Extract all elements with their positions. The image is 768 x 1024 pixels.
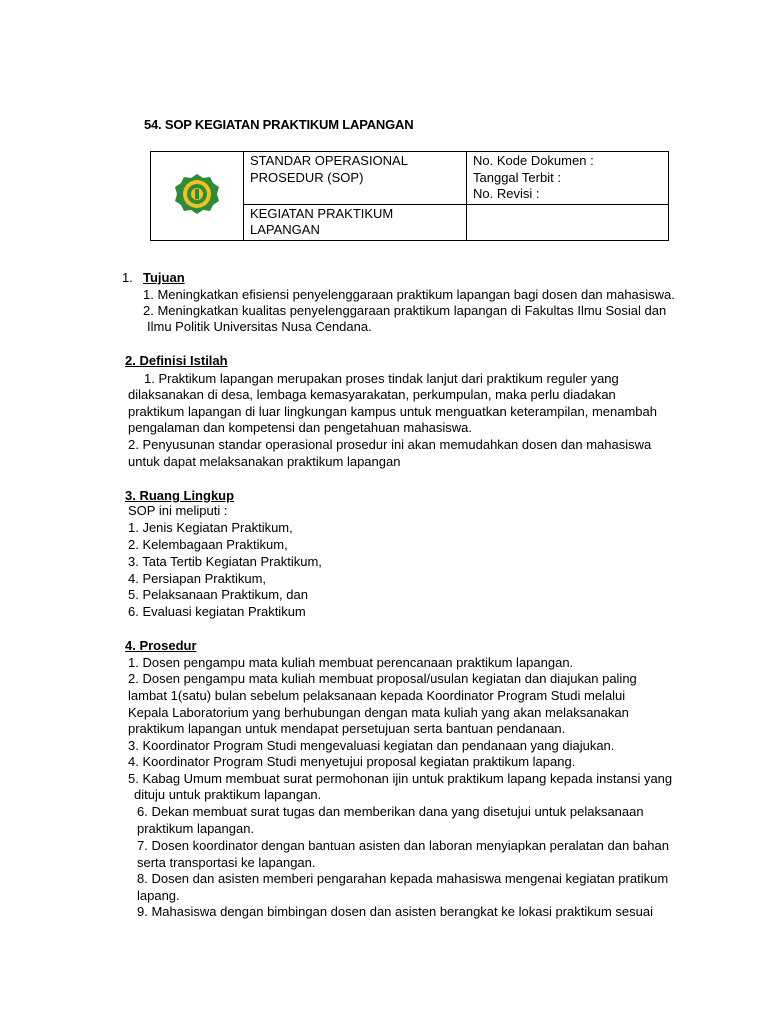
document-title: 54. SOP KEGIATAN PRAKTIKUM LAPANGAN [144,117,414,132]
ruang-lingkup-line: 3. Tata Tertib Kegiatan Praktikum, [128,554,322,569]
tujuan-line: 2. Meningkatkan kualitas penyelenggaraan praktikum lapangan di Fakultas Ilmu Sosial dan [143,303,667,318]
prosedur-line: 9. Mahasiswa dengan bimbingan dosen dan asisten berangkat ke lokasi praktikum sesuai [137,904,653,919]
tujuan-line: Ilmu Politik Universitas Nusa Cendana. [147,319,372,334]
definisi-heading: 2. Definisi Istilah [125,353,228,368]
issue-date-label: Tanggal Terbit : [473,169,561,185]
tujuan-line: 1. Meningkatkan efisiensi penyelenggaraan praktikum lapangan bagi dosen dan mahasiswa. [143,287,675,302]
activity-cell [244,204,467,240]
definisi-line: pengalaman dan kompetensi dan pengetahuan mahasiswa. [128,420,473,435]
prosedur-line: praktikum lapangan untuk mendapat persetujuan serta bantuan pendanaan. [128,721,566,736]
doc-code-label: No. Kode Dokumen : [473,153,594,168]
prosedur-line: lambat 1(satu) bulan sebelum pelaksanaan kepada Koordinator Program Studi melalui [128,688,626,703]
definisi-line: dilaksanakan di desa, lembaga kemasyarakatan, perkumpulan, maka perlu diadakan [128,387,616,402]
prosedur-line: praktikum lapangan. [137,821,255,836]
sop-label-line-2: PROSEDUR (SOP) [250,169,364,185]
prosedur-line: serta transportasi ke lapangan. [137,855,316,870]
prosedur-line: lapang. [137,888,180,903]
sop-label-cell [244,152,467,205]
revision-label: No. Revisi : [473,186,540,201]
prosedur-line: 4. Koordinator Program Studi menyetujui proposal kegiatan praktikum lapang. [128,754,576,769]
prosedur-line: 6. Dekan membuat surat tugas dan memberikan dana yang disetujui untuk pelaksanaan [137,804,644,819]
prosedur-line: 5. Kabag Umum membuat surat permohonan ijin untuk praktikum lapang kepada instansi yang [128,771,673,786]
definisi-line: untuk dapat melaksanakan praktikum lapangan [128,454,401,469]
ruang-lingkup-line: 4. Persiapan Praktikum, [128,571,267,586]
empty-cell [467,204,669,240]
prosedur-line: 7. Dosen koordinator dengan bantuan asisten dan laboran menyiapkan peralatan dan bahan [137,838,669,853]
sop-label-line-1: STANDAR OPERASIONAL [250,153,408,168]
definisi-line: praktikum lapangan di luar lingkungan kampus untuk menguatkan keterampilan, menambah [128,404,657,419]
ruang-lingkup-line: 6. Evaluasi kegiatan Praktikum [128,604,306,619]
prosedur-line: 1. Dosen pengampu mata kuliah membuat perencanaan praktikum lapangan. [128,655,574,670]
definisi-line: 1. Praktikum lapangan merupakan proses tindak lanjut dari praktikum reguler yang [144,371,619,386]
ruang-lingkup-line: 5. Pelaksanaan Praktikum, dan [128,587,308,602]
prosedur-line: 3. Koordinator Program Studi mengevaluasi kegiatan dan pendanaan yang diajukan. [128,738,615,753]
tujuan-number: 1. [122,270,133,285]
activity-line-1: KEGIATAN PRAKTIKUM [250,205,394,221]
ruang-lingkup-heading: 3. Ruang Lingkup [125,488,235,503]
sop-header-table [150,151,669,241]
prosedur-heading: 4. Prosedur [125,638,197,653]
ruang-lingkup-line: 1. Jenis Kegiatan Praktikum, [128,520,293,535]
prosedur-line: dituju untuk praktikum lapangan. [134,787,322,802]
logo-cell [151,152,244,241]
prosedur-line: Kepala Laboratorium yang berhubungan dengan mata kuliah yang akan melaksanakan [128,705,629,720]
ruang-lingkup-line: 2. Kelembagaan Praktikum, [128,537,288,552]
prosedur-line: 8. Dosen dan asisten memberi pengarahan kepada mahasiswa mengenai kegiatan pratikum [137,871,669,886]
tujuan-heading: Tujuan [143,270,185,285]
document-info-cell [467,152,669,205]
prosedur-line: 2. Dosen pengampu mata kuliah membuat proposal/usulan kegiatan dan diajukan paling [128,671,637,686]
ruang-lingkup-line: SOP ini meliputi : [128,503,228,518]
university-seal-icon [173,173,221,215]
definisi-line: 2. Penyusunan standar operasional prosedur ini akan memudahkan dosen dan mahasiswa [128,437,652,452]
activity-line-2: LAPANGAN [250,222,320,237]
